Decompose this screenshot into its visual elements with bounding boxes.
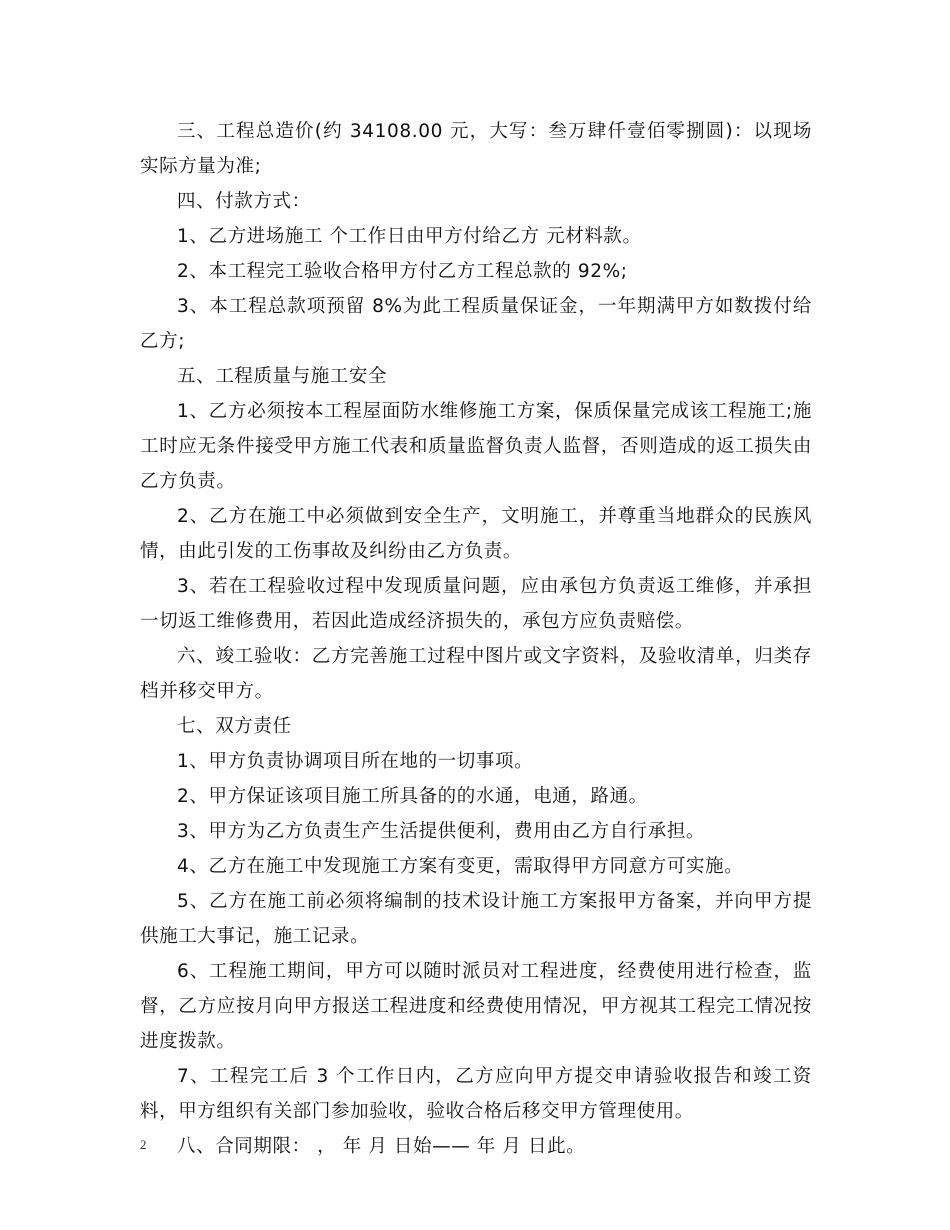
paragraph-responsibility-7: 7、工程完工后 3 个工作日内，乙方应向甲方提交申请验收报告和竣工资料，甲方组织有关部门参加验收，验收合格后移交甲方管理使用。	[140, 1066, 812, 1122]
paragraph-total-price: 三、工程总造价(约 34108.00 元，大写：叁万肆仟壹佰零捌圆)：以现场实际方量为准;	[140, 121, 812, 177]
paragraph-contract-period: 八、合同期限： ， 年 月 日始—— 年 月 日此。	[177, 1136, 586, 1157]
paragraph-quality-1: 1、乙方必须按本工程屋面防水维修施工方案，保质保量完成该工程施工;施工时应无条件接受甲方施工代表和质量监督负责人监督，否则造成的返工损失由乙方负责。	[140, 401, 812, 492]
paragraph-responsibility-4: 4、乙方在施工中发现施工方案有变更，需取得甲方同意方可实施。	[177, 856, 744, 877]
paragraph-quality-2: 2、乙方在施工中必须做到安全生产，文明施工，并尊重当地群众的民族风情，由此引发的工伤事故及纠纷由乙方负责。	[140, 506, 812, 562]
paragraph-responsibility-6: 6、工程施工期间，甲方可以随时派员对工程进度，经费使用进行检查，监督，乙方应按月向甲方报送工程进度和经费使用情况，甲方视其工程完工情况按进度拨款。	[140, 961, 812, 1052]
page-number: 2	[140, 1137, 147, 1152]
paragraph-quality-3: 3、若在工程验收过程中发现质量问题，应由承包方负责返工维修，并承担一切返工维修费用，若因此造成经济损失的，承包方应负责赔偿。	[140, 576, 812, 632]
heading-responsibilities: 七、双方责任	[177, 716, 292, 737]
paragraph-responsibility-5: 5、乙方在施工前必须将编制的技术设计施工方案报甲方备案，并向甲方提供施工大事记，施工记录。	[140, 891, 812, 947]
paragraph-responsibility-2: 2、甲方保证该项目施工所具备的的水通，电通，路通。	[177, 786, 648, 807]
document-body	[140, 114, 812, 1164]
paragraph-acceptance: 六、竣工验收：乙方完善施工过程中图片或文字资料，及验收清单，归类存档并移交甲方。	[140, 646, 812, 702]
paragraph-responsibility-1: 1、甲方负责协调项目所在地的一切事项。	[177, 751, 534, 772]
paragraph-responsibility-3: 3、甲方为乙方负责生产生活提供便利，费用由乙方自行承担。	[177, 821, 706, 842]
paragraph-payment-3: 3、本工程总款项预留 8%为此工程质量保证金，一年期满甲方如数拨付给乙方;	[140, 296, 812, 352]
heading-payment-method: 四、付款方式：	[177, 191, 311, 212]
heading-quality-safety: 五、工程质量与施工安全	[177, 366, 388, 387]
paragraph-payment-2: 2、本工程完工验收合格甲方付乙方工程总款的 92%;	[177, 261, 628, 282]
paragraph-payment-1: 1、乙方进场施工 个工作日由甲方付给乙方 元材料款。	[177, 226, 642, 247]
